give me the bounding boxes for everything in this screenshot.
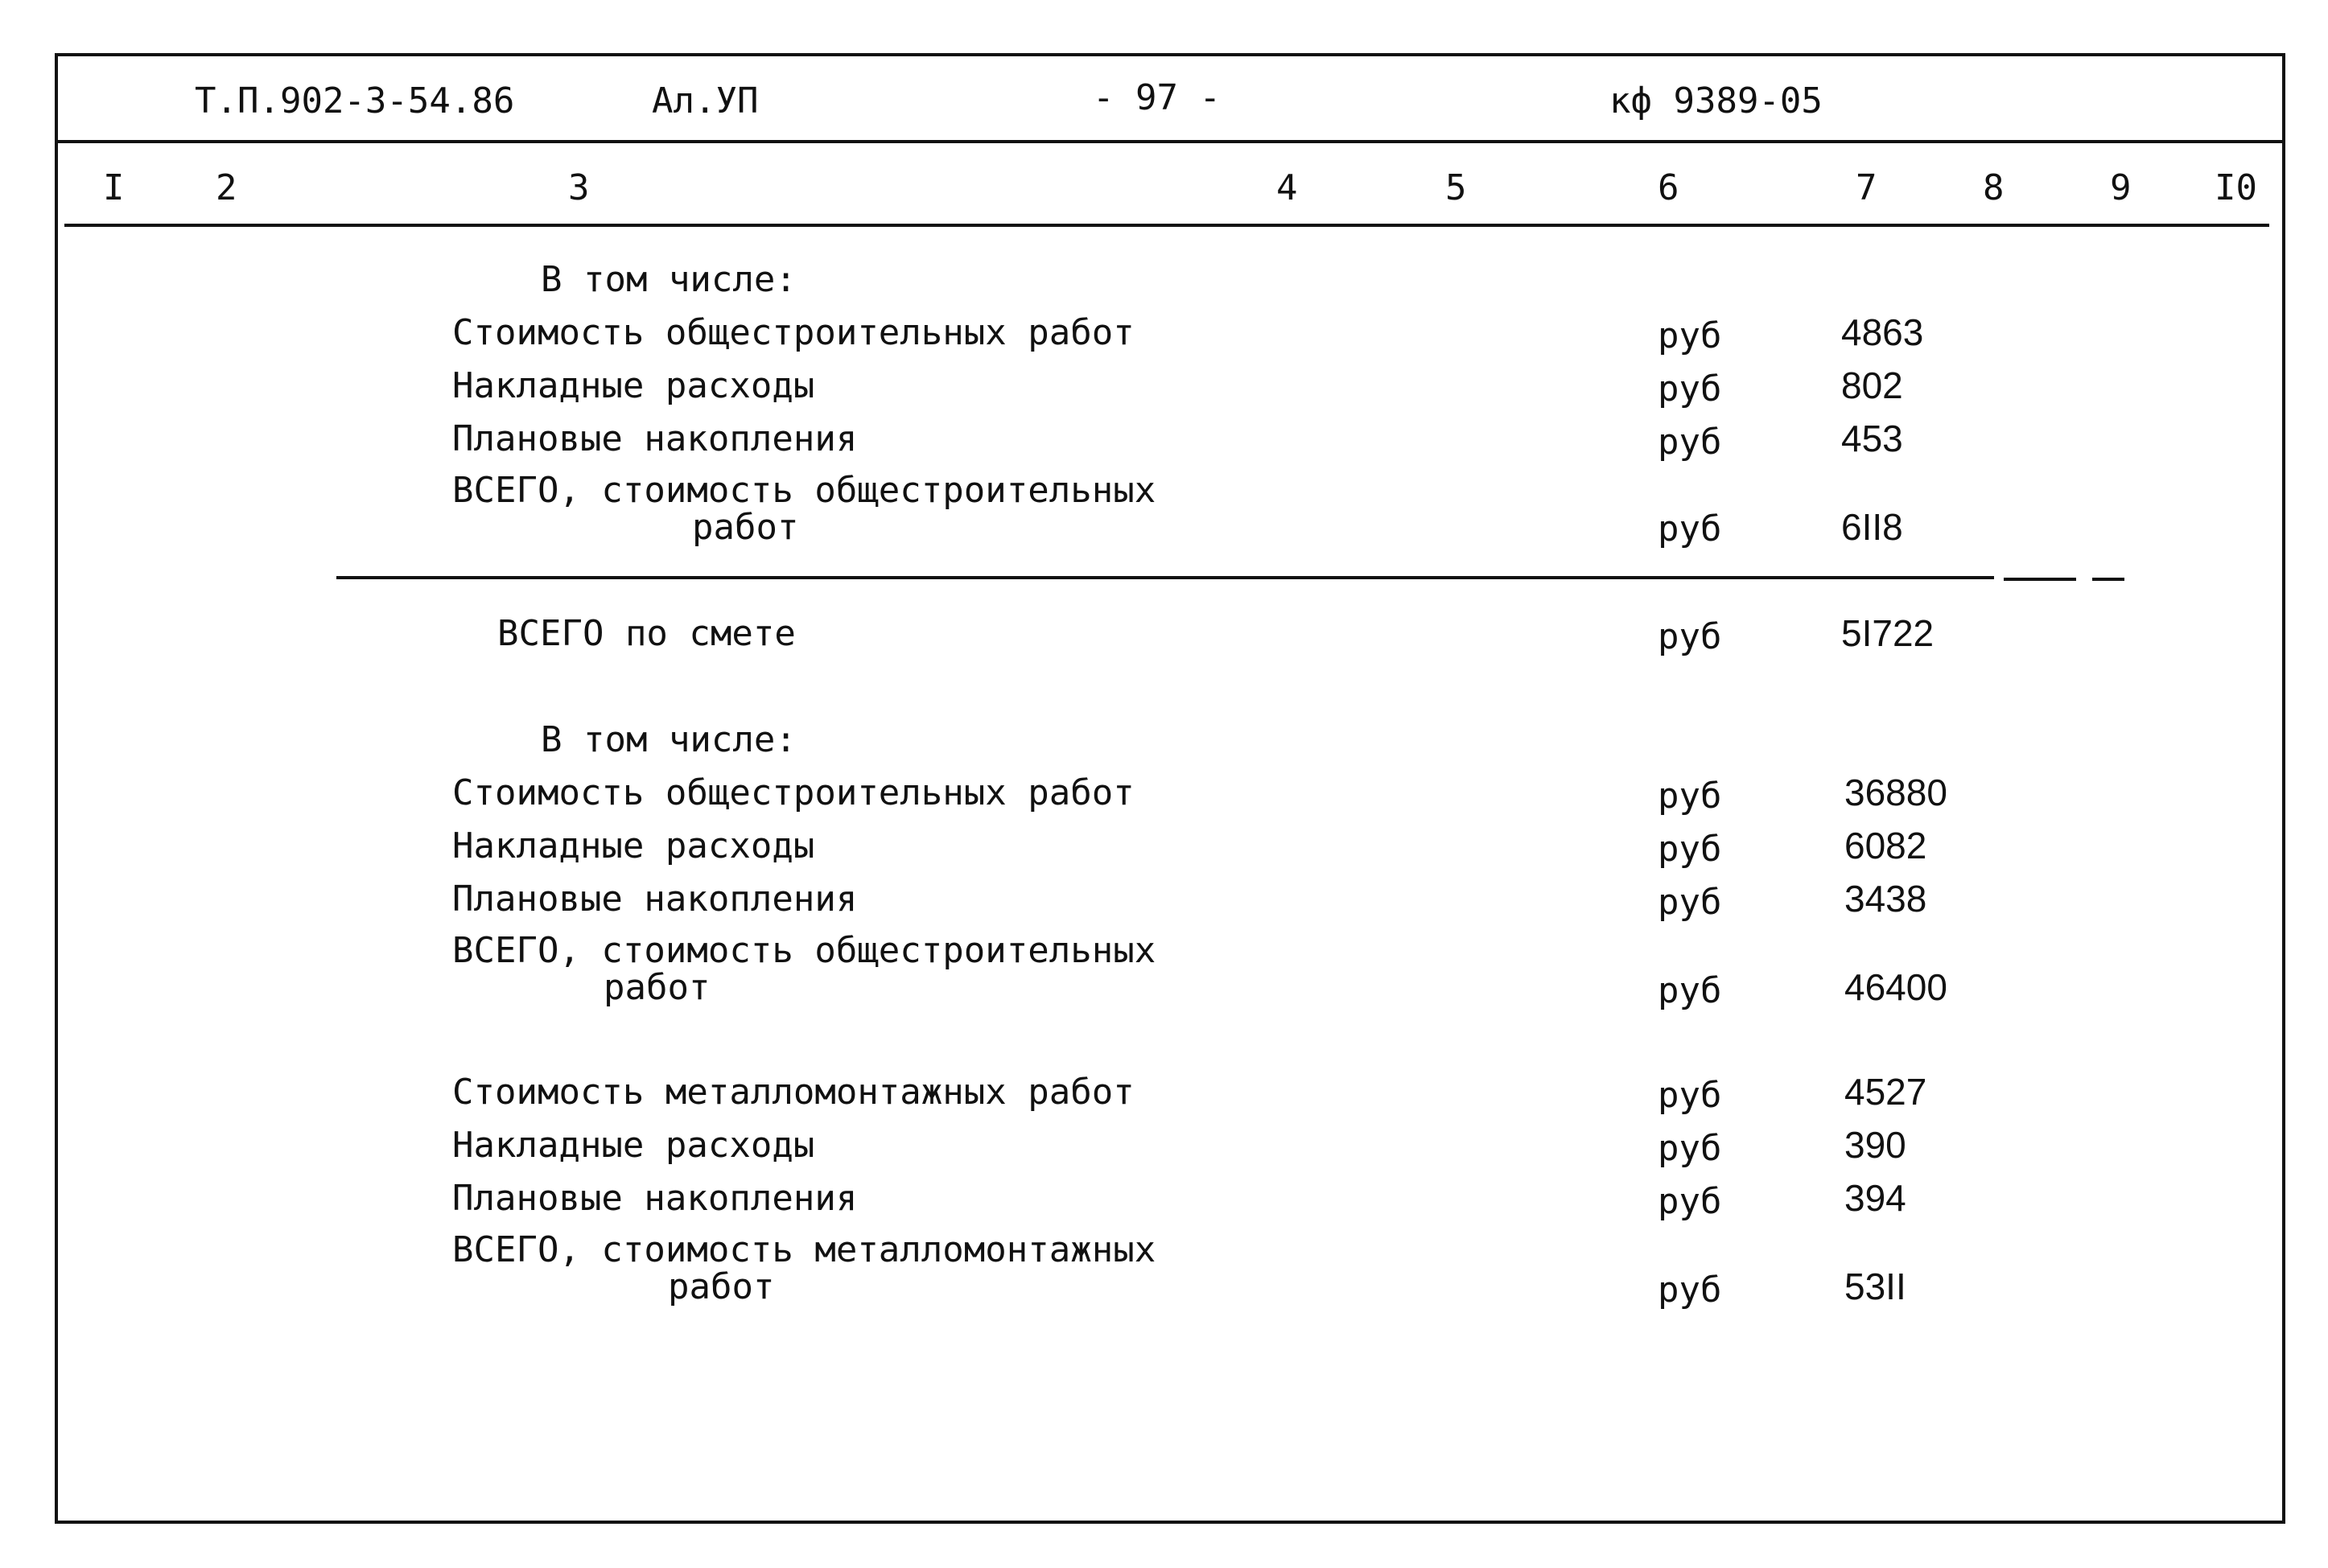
column-number-7: 7 — [1856, 167, 1877, 208]
section3-total-label-cont: работ — [668, 1266, 775, 1307]
grand-total-label: ВСЕГО по смете — [497, 613, 796, 654]
section1-row-value: 453 — [1841, 418, 1903, 459]
section2-row-unit: руб — [1658, 829, 1722, 870]
section1-total-value: 6II8 — [1841, 506, 1903, 548]
section2-row-value: 6082 — [1844, 825, 1927, 866]
column-number-4: 4 — [1276, 167, 1298, 208]
section1-total-label-cont: работ — [692, 507, 799, 548]
header-divider — [55, 140, 2285, 143]
section-separator — [336, 576, 1994, 579]
column-number-10: I0 — [2215, 167, 2257, 208]
section1-total-unit: руб — [1658, 508, 1722, 549]
section2-total-label-cont: работ — [604, 967, 711, 1008]
column-number-2: 2 — [216, 167, 237, 208]
column-number-8: 8 — [1983, 167, 2005, 208]
section3-row-value: 390 — [1844, 1124, 1906, 1166]
section3-row-label: Накладные расходы — [452, 1125, 815, 1166]
section3-row-label: Плановые накопления — [452, 1178, 858, 1219]
section3-row-label: Стоимость металломонтажных работ — [452, 1072, 1135, 1113]
section1-row-label: Стоимость общестроительных работ — [452, 312, 1135, 353]
section2-row-unit: руб — [1658, 882, 1722, 923]
section1-row-value: 4863 — [1841, 311, 1924, 353]
section1-row-value: 802 — [1841, 364, 1903, 406]
column-number-3: 3 — [568, 167, 590, 208]
section3-total-unit: руб — [1658, 1270, 1722, 1311]
section3-row-unit: руб — [1658, 1075, 1722, 1116]
section1-row-unit: руб — [1658, 315, 1722, 356]
column-number-5: 5 — [1445, 167, 1467, 208]
section3-row-value: 4527 — [1844, 1071, 1927, 1113]
section2-row-unit: руб — [1658, 776, 1722, 817]
column-number-1: I — [103, 167, 125, 208]
section1-row-unit: руб — [1658, 422, 1722, 463]
page-number: - 97 - — [1093, 77, 1221, 118]
section2-subhead: В том числе: — [541, 719, 797, 760]
section-separator-dash — [2092, 578, 2124, 581]
section2-row-label: Накладные расходы — [452, 825, 815, 866]
section3-total-value: 53II — [1844, 1266, 1906, 1307]
album-label: Ал.УП — [652, 80, 759, 121]
section-separator-dash — [2004, 578, 2076, 581]
section1-total-label: ВСЕГО, стоимость общестроительных — [452, 470, 1156, 511]
section1-row-label: Накладные расходы — [452, 365, 815, 406]
column-header-divider — [64, 224, 2269, 227]
section3-total-label: ВСЕГО, стоимость металломонтажных — [452, 1229, 1156, 1270]
section2-total-label: ВСЕГО, стоимость общестроительных — [452, 930, 1156, 971]
section3-row-unit: руб — [1658, 1128, 1722, 1169]
column-number-9: 9 — [2110, 167, 2132, 208]
section2-row-label: Стоимость общестроительных работ — [452, 772, 1135, 813]
section1-row-unit: руб — [1658, 368, 1722, 409]
section1-subhead: В том числе: — [541, 259, 797, 300]
catalog-stamp: кф 9389-05 — [1609, 80, 1823, 121]
section2-row-label: Плановые накопления — [452, 879, 858, 920]
grand-total-unit: руб — [1658, 616, 1722, 657]
section3-row-value: 394 — [1844, 1177, 1906, 1219]
section2-row-value: 36880 — [1844, 772, 1947, 813]
section2-total-value: 46400 — [1844, 966, 1947, 1008]
grand-total-value: 5I722 — [1841, 612, 1935, 654]
section2-row-value: 3438 — [1844, 878, 1927, 920]
column-number-6: 6 — [1658, 167, 1679, 208]
section1-row-label: Плановые накопления — [452, 418, 858, 459]
section3-row-unit: руб — [1658, 1181, 1722, 1222]
page-frame — [55, 53, 2285, 1524]
doc-code: Т.П.902-3-54.86 — [195, 80, 515, 121]
section2-total-unit: руб — [1658, 970, 1722, 1011]
